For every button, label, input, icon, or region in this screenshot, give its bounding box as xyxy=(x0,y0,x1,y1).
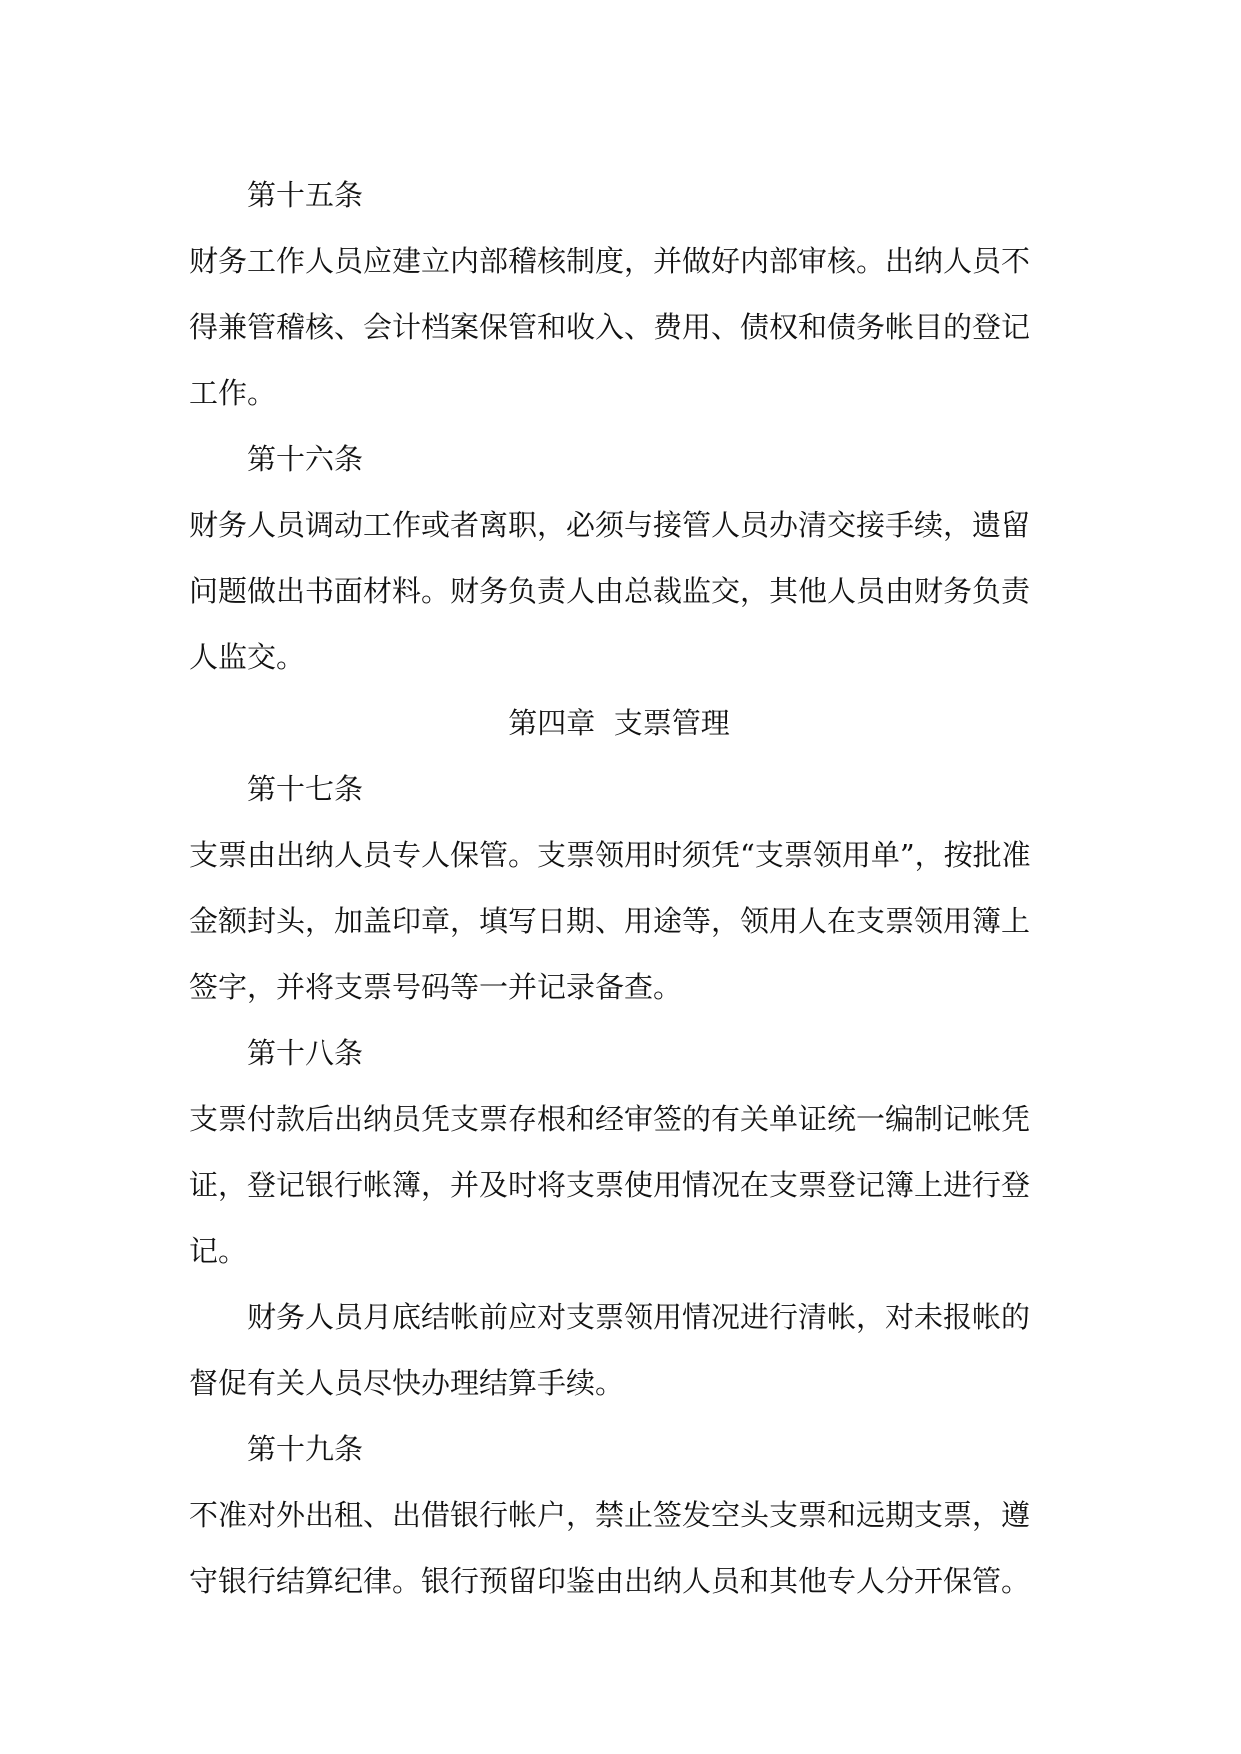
article-15-heading: 第十五条 xyxy=(247,178,364,212)
article-19-line-1: 不准对外出租、出借银行帐户，禁止签发空头支票和远期支票，遵 xyxy=(189,1498,1031,1532)
month-end-paragraph-line-2: 督促有关人员尽快办理结算手续。 xyxy=(189,1366,625,1400)
article-15-line-2: 得兼管稽核、会计档案保管和收入、费用、债权和债务帐目的登记 xyxy=(189,310,1031,344)
article-16-line-2: 问题做出书面材料。财务负责人由总裁监交，其他人员由财务负责 xyxy=(189,574,1031,608)
article-17-line-3: 签字，并将支票号码等一并记录备查。 xyxy=(189,970,683,1004)
month-end-paragraph-line-1: 财务人员月底结帐前应对支票领用情况进行清帐，对未报帐的 xyxy=(247,1300,1031,1334)
article-16-line-1: 财务人员调动工作或者离职，必须与接管人员办清交接手续，遗留 xyxy=(189,508,1031,542)
chapter-4-title: 第四章 支票管理 xyxy=(508,706,730,740)
article-15-line-3: 工作。 xyxy=(189,376,277,410)
article-17-heading: 第十七条 xyxy=(247,772,364,806)
document-body xyxy=(189,162,1049,1614)
article-17-line-1: 支票由出纳人员专人保管。支票领用时须凭“支票领用单”，按批准 xyxy=(189,838,1031,872)
article-19-heading: 第十九条 xyxy=(247,1432,364,1466)
article-19-line-2: 守银行结算纪律。银行预留印鉴由出纳人员和其他专人分开保管。 xyxy=(189,1564,1031,1598)
article-16-heading: 第十六条 xyxy=(247,442,364,476)
article-18-line-3: 记。 xyxy=(189,1234,248,1268)
article-15-line-1: 财务工作人员应建立内部稽核制度，并做好内部审核。出纳人员不 xyxy=(189,244,1031,278)
article-18-line-2: 证，登记银行帐簿，并及时将支票使用情况在支票登记簿上进行登 xyxy=(189,1168,1031,1202)
article-18-line-1: 支票付款后出纳员凭支票存根和经审签的有关单证统一编制记帐凭 xyxy=(189,1102,1031,1136)
article-18-heading: 第十八条 xyxy=(247,1036,364,1070)
article-17-line-2: 金额封头，加盖印章，填写日期、用途等，领用人在支票领用簿上 xyxy=(189,904,1031,938)
article-16-line-3: 人监交。 xyxy=(189,640,306,674)
